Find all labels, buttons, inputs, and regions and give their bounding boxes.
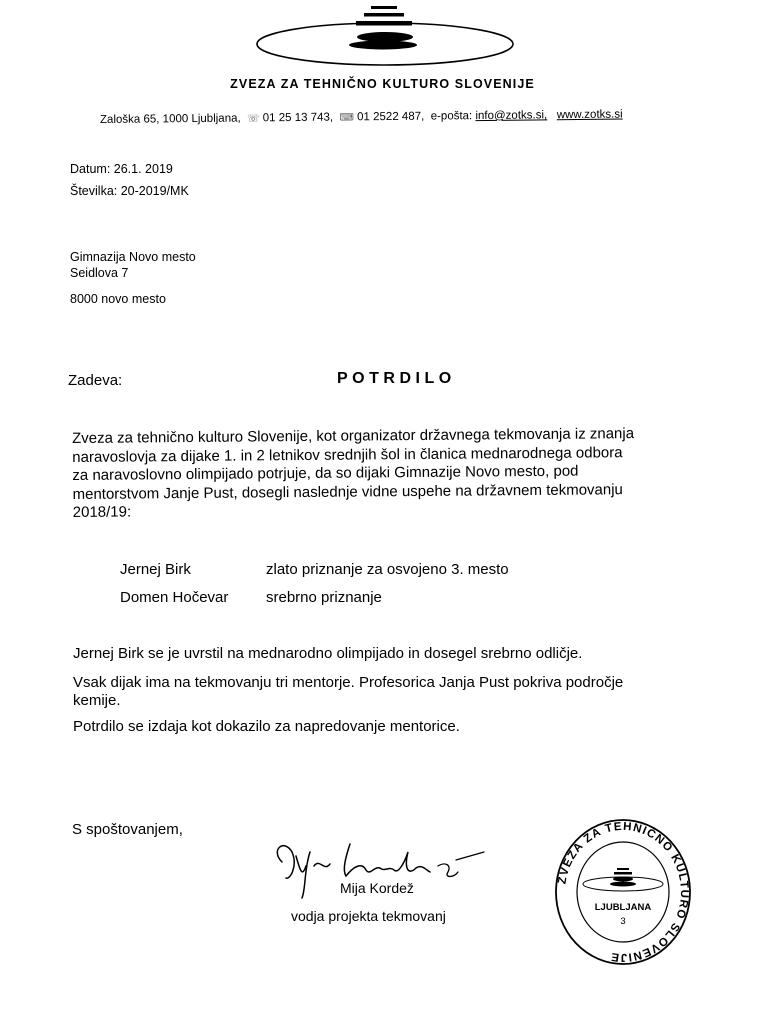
- document-number: Številka: 20-2019/MK: [70, 184, 189, 198]
- signer-name: Mija Kordež: [340, 880, 414, 896]
- intro-paragraph: [72, 424, 723, 522]
- student-award: srebrno priznanje: [266, 589, 382, 606]
- website-link[interactable]: www.zotks.si: [556, 108, 623, 122]
- email-label: e-pošta:: [430, 110, 473, 123]
- olympiad-note: Jernej Birk se je uvrstil na mednarodno olimpijado in dosegel srebrno odličje.: [73, 645, 583, 662]
- closing-greeting: S spoštovanjem,: [72, 821, 183, 838]
- intro-line: mentorstvom Janje Pust, dosegli naslednje vidne uspehe na državnem tekmovanju: [72, 480, 623, 503]
- intro-line: naravoslovja za dijake 1. in 2 letnikov srednjih šol in članica mednarodnega odbora: [72, 443, 623, 466]
- intro-line: Zveza za tehnično kulturo Slovenije, kot organizator državnega tekmovanja iz znanja: [72, 425, 635, 447]
- phone-icon: ☏: [246, 113, 260, 125]
- contact-line: [100, 109, 623, 126]
- recipient-street: Seidlova 7: [70, 266, 129, 280]
- subject-label: Zadeva:: [68, 372, 123, 389]
- purpose-note: Potrdilo se izdaja kot dokazilo za napredovanje mentorice.: [73, 718, 460, 735]
- student-name: Domen Hočevar: [120, 589, 229, 606]
- recipient-city: 8000 novo mesto: [70, 292, 166, 306]
- fax-number: 01 2522 487,: [357, 110, 425, 124]
- signer-role: vodja projekta tekmovanj: [291, 908, 446, 924]
- intro-line: 2018/19:: [72, 503, 132, 521]
- recipient-name: Gimnazija Novo mesto: [70, 250, 196, 264]
- mentors-note-continued: kemije.: [73, 692, 121, 709]
- fax-icon: ⌨: [339, 112, 354, 124]
- email-link[interactable]: info@zotks.si,: [475, 109, 548, 123]
- address: Zaloška 65, 1000 Ljubljana,: [99, 112, 241, 126]
- document-title: POTRDILO: [337, 370, 456, 387]
- phone-number: 01 25 13 743,: [262, 111, 334, 125]
- student-award: zlato priznanje za osvojeno 3. mesto: [266, 561, 509, 578]
- official-stamp: [553, 812, 693, 972]
- mentors-note: Vsak dijak ima na tekmovanju tri mentorje. Profesorica Janja Pust pokriva področje: [73, 674, 624, 691]
- document-date: Datum: 26.1. 2019: [70, 162, 173, 176]
- stamp-city: LJUBLJANA: [594, 902, 652, 913]
- stacked-disc-logo-icon: [255, 2, 515, 70]
- stamp-number: 3: [620, 916, 626, 927]
- organization-name: ZVEZA ZA TEHNIČNO KULTURO SLOVENIJE: [230, 77, 535, 91]
- intro-line: za naravoslovno olimpijado potrjuje, da so dijaki Gimnazije Novo mesto, pod: [72, 462, 579, 484]
- student-name: Jernej Birk: [120, 561, 191, 578]
- svg-text:ZVEZA ZA TEHNIČNO KULTURO SLOV: ZVEZA ZA TEHNIČNO KULTURO SLOVENIJE: [556, 820, 691, 964]
